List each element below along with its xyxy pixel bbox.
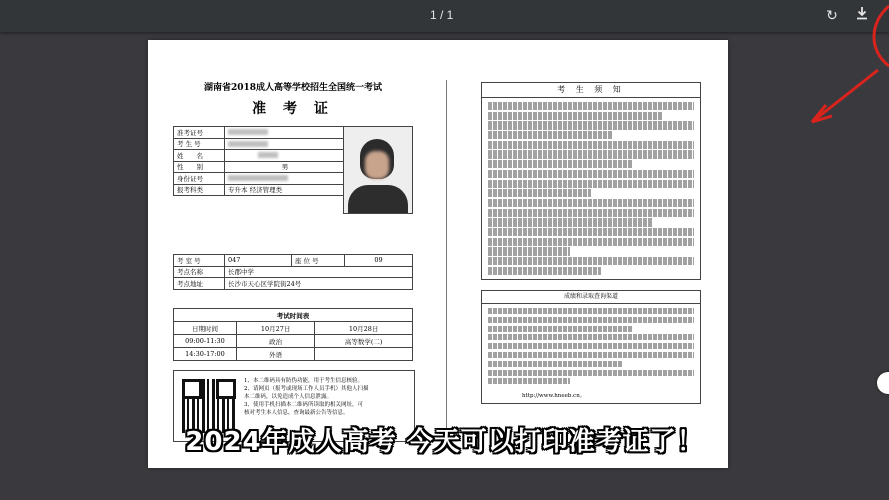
schedule-header: 10月27日 — [237, 322, 315, 335]
ticket-subtitle: 准 考 证 — [252, 101, 334, 117]
note-line: 本二维码，以免造成个人信息泄露。 — [244, 394, 333, 400]
side-floating-button[interactable] — [877, 372, 889, 394]
results-url: http://www.hneeb.cn。 — [522, 393, 586, 399]
address-value: 长沙市天心区学院街24号 — [225, 278, 413, 290]
schedule-cell: 14:30-17:00 — [174, 348, 237, 361]
schedule-header: 10月28日 — [315, 322, 413, 335]
info-label: 考 生 号 — [174, 138, 225, 150]
info-value: 专升本 经济管理类 — [225, 184, 346, 196]
ticket-title: 湖南省2018成人高等学校招生全国统一考试 — [203, 83, 383, 93]
note-line: 1、本二维码具有防伪功能，用于考生信息核验。 — [244, 378, 364, 384]
candidate-photo — [343, 126, 413, 214]
pdf-toolbar — [0, 0, 889, 32]
seat-value: 09 — [345, 255, 413, 267]
schedule-cell — [315, 348, 413, 361]
venue-value: 长郡中学 — [225, 266, 413, 278]
info-label: 准考证号 — [174, 127, 225, 139]
schedule-header: 日期时间 — [174, 322, 237, 335]
schedule-cell: 外语 — [237, 348, 315, 361]
venue-label: 考点名称 — [174, 266, 225, 278]
schedule-cell: 政治 — [237, 335, 315, 348]
info-value — [225, 127, 346, 139]
info-label: 性 别 — [174, 161, 225, 173]
info-label: 报考科类 — [174, 184, 225, 196]
rotate-icon[interactable]: ↻ — [826, 8, 838, 24]
results-title: 成绩和录取查询渠道 — [482, 291, 700, 304]
info-label: 姓 名 — [174, 150, 225, 162]
page-indicator: 1 / 1 — [430, 8, 454, 22]
notice-title: 考 生 须 知 — [482, 83, 700, 98]
schedule-cell: 09:00-11:30 — [174, 335, 237, 348]
video-caption: 2024年成人高考 今天可以打印准考证了！ — [185, 427, 704, 457]
note-line: 核对考生本人信息，查询最新公告等信息。 — [244, 410, 349, 416]
room-label: 考 室 号 — [174, 255, 225, 267]
seat-table — [173, 254, 413, 290]
info-value — [225, 150, 346, 162]
fold-divider — [446, 80, 447, 430]
schedule-cell: 高等数学(二) — [315, 335, 413, 348]
info-value — [225, 138, 346, 150]
results-text-lines — [482, 304, 700, 391]
download-icon[interactable] — [852, 6, 872, 26]
info-value: 男 — [225, 161, 346, 173]
address-label: 考点地址 — [174, 278, 225, 290]
results-box — [481, 290, 701, 404]
schedule-table — [173, 308, 413, 361]
qr-notes — [244, 377, 409, 417]
exam-notice-box — [481, 82, 701, 280]
room-value: 047 — [225, 255, 292, 267]
pdf-page — [148, 40, 728, 468]
schedule-title: 考试时间表 — [174, 309, 413, 322]
note-line: 3、使用手机扫描本二维码所读取的相关网址，可 — [244, 402, 364, 408]
info-value — [225, 173, 346, 185]
notice-text-lines — [482, 98, 700, 280]
note-line: 2、请网页（报考或现场工作人员手机）其他人扫描 — [244, 386, 369, 392]
seat-label: 座 位 号 — [292, 255, 345, 267]
info-label: 身份证号 — [174, 173, 225, 185]
